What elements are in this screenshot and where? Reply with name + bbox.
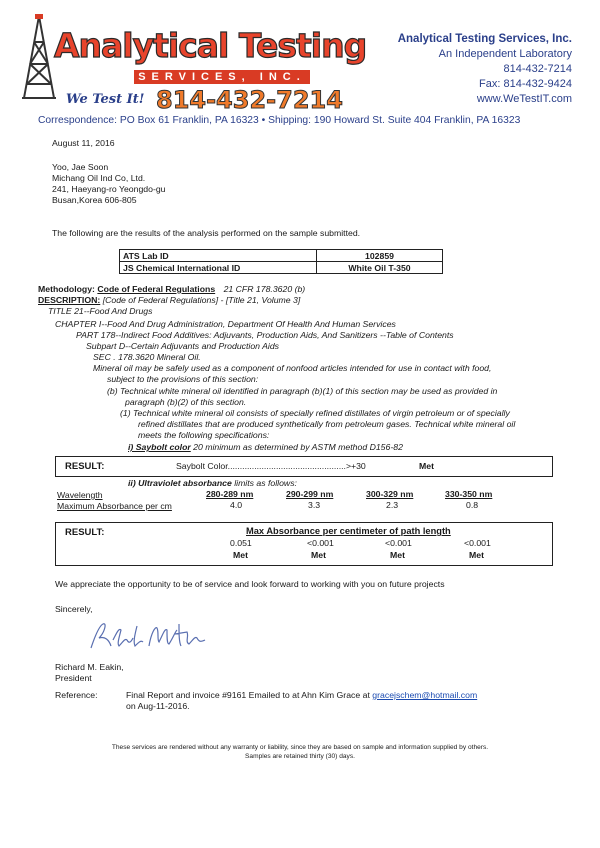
appreciation-text: We appreciate the opportunity to be of service and look forward to working with you on future projects xyxy=(55,579,445,589)
recipient-line: Michang Oil Ind Co, Ltd. xyxy=(52,173,146,183)
description-text: CHAPTER I--Food And Drug Administration, Department Of Health And Human Services xyxy=(55,319,396,329)
description-text: TITLE 21--Food And Drugs xyxy=(48,306,153,316)
description-text: subject to the provisions of this section: xyxy=(107,374,259,384)
recipient-block xyxy=(52,162,166,206)
signature xyxy=(85,618,225,656)
methodology-label: Methodology: xyxy=(38,284,95,294)
footer xyxy=(0,743,600,761)
oil-derrick-icon xyxy=(20,14,58,100)
description-text: [Code of Federal Regulations] - [Title 21, Volume 3] xyxy=(102,295,301,305)
description-line xyxy=(38,295,300,306)
uv-spec-label: ii) Ultraviolet absorbance xyxy=(128,478,232,488)
company-fax: Fax: 814-432-9424 xyxy=(479,78,572,90)
limit-value: 4.0 xyxy=(230,500,243,510)
correspondence-line: Correspondence: PO Box 61 Franklin, PA 16323 • Shipping: 190 Howard St. Suite 404 Franklin, PA 16323 xyxy=(38,115,521,126)
methodology-ref: 21 CFR 178.3620 (b) xyxy=(223,284,306,294)
recipient-line: Yoo, Jae Soon xyxy=(52,162,109,172)
range-header: 330-350 nm xyxy=(445,489,493,499)
description-text: Mineral oil may be safely used as a component of nonfood articles intended for use in contact with food, xyxy=(93,363,492,373)
uv-spec-text: limits as follows: xyxy=(231,478,297,488)
result-uv-value: <0.001 xyxy=(464,538,491,548)
footer-retention: Samples are retained thirty (30) days. xyxy=(245,753,355,760)
company-website[interactable]: www.WeTestIT.com xyxy=(476,93,572,105)
logo-wordmark: Analytical Testing xyxy=(54,26,367,65)
description-text: SEC . 178.3620 Mineral Oil. xyxy=(93,352,201,362)
logo-services-bar: SERVICES, INC. xyxy=(134,70,310,84)
result-saybolt-box xyxy=(55,456,553,477)
methodology-line xyxy=(38,284,305,295)
methodology-name: Code of Federal Regulations xyxy=(97,284,216,294)
id-label: JS Chemical International ID xyxy=(120,262,317,274)
result-saybolt-status: Met xyxy=(419,461,434,471)
logo xyxy=(14,14,367,114)
result-uv-status: Met xyxy=(233,550,248,560)
result-uv-status: Met xyxy=(390,550,405,560)
result-label: RESULT: xyxy=(65,527,105,538)
range-header: 290-299 nm xyxy=(286,489,334,499)
logo-phone: 814-432-7214 xyxy=(156,86,343,114)
range-header: 280-289 nm xyxy=(206,489,254,499)
result-saybolt-value: Saybolt Color.................................................>+30 xyxy=(176,461,366,471)
result-uv-status: Met xyxy=(311,550,326,560)
saybolt-spec xyxy=(128,442,403,453)
absorbance-label: Maximum Absorbance per cm xyxy=(57,501,172,511)
description-text: meets the following specifications: xyxy=(138,430,270,440)
id-value: 102859 xyxy=(317,250,443,262)
reference-email-link[interactable]: gracejschem@hotmail.com xyxy=(372,690,478,700)
description-text: paragraph (b)(2) of this section. xyxy=(125,397,247,407)
id-value: White Oil T-350 xyxy=(317,262,443,274)
footer-disclaimer: These services are rendered without any warranty or liability, since they are based on sample and information supplied by others. xyxy=(111,744,489,751)
result-uv-title: Max Absorbance per centimeter of path length xyxy=(246,526,451,536)
recipient-line: 241, Haeyang-ro Yeongdo-gu xyxy=(52,184,166,194)
description-text: Subpart D--Certain Adjuvants and Production Aids xyxy=(86,341,279,351)
intro-text: The following are the results of the analysis performed on the sample submitted. xyxy=(52,228,361,238)
result-label: RESULT: xyxy=(65,461,105,472)
reference-label: Reference: xyxy=(55,690,98,700)
description-text: (1) Technical white mineral oil consists of specially refined distillates of virgin petroleum or of specially xyxy=(120,408,510,418)
limit-value: 3.3 xyxy=(308,500,321,510)
limit-value: 0.8 xyxy=(466,500,479,510)
company-name: Analytical Testing Services, Inc. xyxy=(397,33,572,45)
table-row xyxy=(120,262,443,274)
signer-name: Richard M. Eakin, xyxy=(55,662,124,672)
company-subtitle: An Independent Laboratory xyxy=(438,48,572,60)
result-uv-value: <0.001 xyxy=(307,538,334,548)
sincerely-text: Sincerely, xyxy=(55,604,93,614)
result-uv-value: <0.001 xyxy=(385,538,412,548)
reference-line xyxy=(126,690,477,701)
description-text: (b) Technical white mineral oil identified in paragraph (b)(1) of this section may be used as provided in xyxy=(107,386,498,396)
wavelength-label: Wavelength xyxy=(57,490,103,500)
description-text: PART 178--Indirect Food Additives: Adjuvants, Production Aids, And Sanitizers --Table of Contents xyxy=(76,330,454,340)
result-uv-box xyxy=(55,522,553,566)
limit-value: 2.3 xyxy=(386,500,399,510)
id-label: ATS Lab ID xyxy=(120,250,317,262)
table-row xyxy=(120,250,443,262)
result-uv-value: 0.051 xyxy=(230,538,252,548)
saybolt-spec-label: i) Saybolt color xyxy=(128,442,191,452)
range-header: 300-329 nm xyxy=(366,489,414,499)
company-phone: 814-432-7214 xyxy=(503,63,572,75)
reference-date: on Aug-11-2016. xyxy=(126,701,190,711)
description-label: DESCRIPTION: xyxy=(38,295,101,305)
letter-date: August 11, 2016 xyxy=(52,138,115,148)
company-contact xyxy=(352,32,572,107)
logo-tagline: We Test It! xyxy=(66,92,145,107)
result-uv-status: Met xyxy=(469,550,484,560)
id-table xyxy=(119,249,443,274)
uv-spec xyxy=(128,478,297,489)
signer-title: President xyxy=(55,673,92,683)
saybolt-spec-text: 20 minimum as determined by ASTM method D156-82 xyxy=(190,442,403,452)
reference-text: Final Report and invoice #9161 Emailed to at Ahn Kim Grace at xyxy=(126,690,370,700)
description-text: refined distillates that are produced synthetically from petroleum gases. Technical white mineral oil xyxy=(138,419,516,429)
recipient-line: Busan,Korea 606-805 xyxy=(52,195,137,205)
